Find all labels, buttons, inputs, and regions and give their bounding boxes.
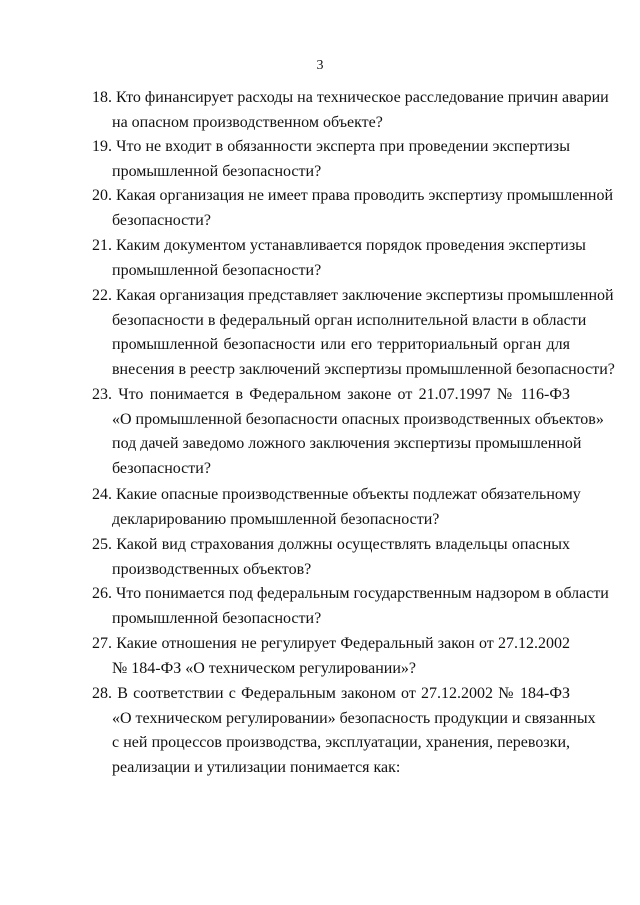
question-21 [92, 234, 586, 283]
question-line: внесения в реестр заключений экспертизы промышленной безопасности? [112, 360, 615, 378]
question-line: промышленной безопасности или его территориальный орган для [112, 336, 570, 354]
question-line: 26. Что понимается под федеральным государственным надзором в области [92, 585, 609, 602]
question-20 [92, 184, 614, 233]
question-line: с ней процессов производства, эксплуатации, хранения, перевозки, [112, 734, 570, 752]
question-line: безопасности? [112, 459, 211, 477]
question-22 [92, 284, 615, 382]
question-line: реализации и утилизации понимается как: [112, 758, 401, 776]
question-line: 25. Какой вид страхования должны осуществлять владельцы опасных [92, 536, 570, 553]
question-line: «О промышленной безопасности опасных производственных объектов» [112, 410, 604, 428]
question-27 [92, 632, 570, 681]
question-23 [92, 383, 604, 481]
question-28 [92, 682, 596, 780]
question-line: № 184-ФЗ «О техническом регулировании»? [112, 659, 416, 677]
question-line: декларированию промышленной безопасности? [112, 510, 440, 528]
question-line: 28. В соответствии с Федеральным законом от 27.12.2002 № 184-ФЗ [92, 685, 570, 702]
question-line: под дачей заведомо ложного заключения экспертизы промышленной [112, 435, 582, 453]
question-line: безопасности? [112, 211, 211, 229]
question-25 [92, 533, 570, 582]
question-line: промышленной безопасности? [112, 261, 322, 279]
question-line: производственных объектов? [112, 560, 312, 578]
question-19 [92, 135, 570, 184]
question-line: 27. Какие отношения не регулирует Федеральный закон от 27.12.2002 [92, 635, 570, 652]
page-number: 3 [316, 58, 324, 73]
question-line: «О техническом регулировании» безопасность продукции и связанных [112, 709, 596, 727]
question-line: промышленной безопасности? [112, 162, 322, 180]
question-18 [92, 86, 609, 135]
question-26 [92, 582, 609, 631]
question-line: на опасном производственном объекте? [112, 113, 383, 131]
question-line: 23. Что понимается в Федеральном законе от 21.07.1997 № 116-ФЗ [92, 386, 570, 403]
question-line: 22. Какая организация представляет заключение экспертизы промышленной [92, 287, 614, 304]
question-line: безопасности в федеральный орган исполнительной власти в области [112, 311, 587, 329]
question-line: 24. Какие опасные производственные объекты подлежат обязательному [92, 486, 581, 503]
question-line: 19. Что не входит в обязанности эксперта при проведении экспертизы [92, 138, 570, 155]
question-line: 21. Каким документом устанавливается порядок проведения экспертизы [92, 237, 586, 254]
question-24 [92, 483, 581, 532]
question-line: 20. Какая организация не имеет права проводить экспертизу промышленной [92, 187, 614, 204]
question-line: 18. Кто финансирует расходы на техническое расследование причин аварии [92, 89, 609, 106]
question-line: промышленной безопасности? [112, 609, 322, 627]
